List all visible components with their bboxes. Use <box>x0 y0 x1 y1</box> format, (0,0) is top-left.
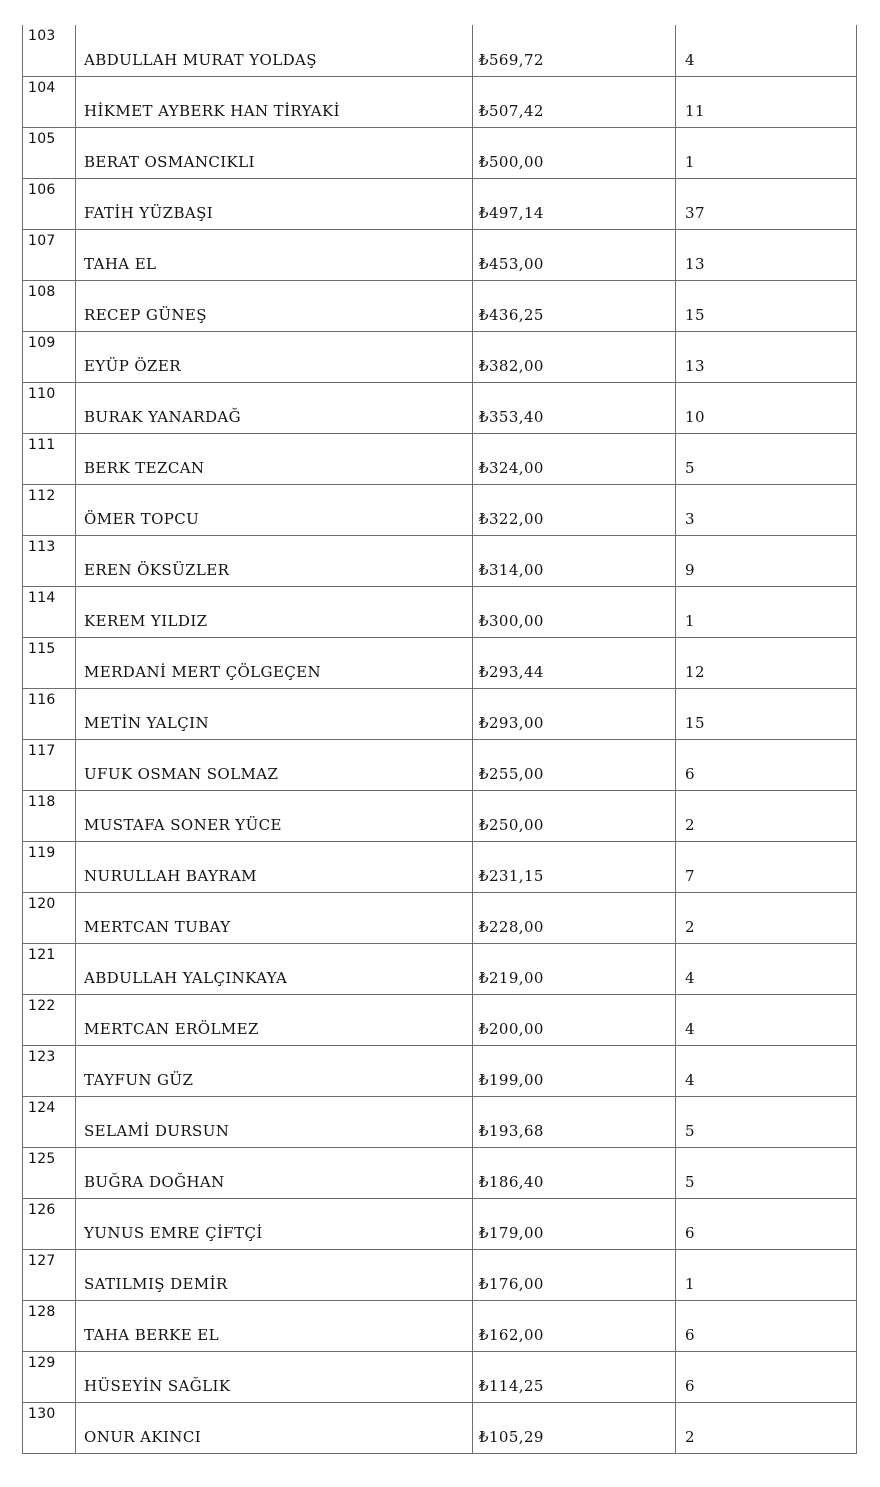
amount-cell: ₺569,72 <box>473 25 676 76</box>
count-cell: 5 <box>676 433 857 484</box>
rank-cell: 112 <box>23 484 76 535</box>
amount-cell: ₺200,00 <box>473 994 676 1045</box>
amount-cell: ₺453,00 <box>473 229 676 280</box>
rank-cell: 128 <box>23 1300 76 1351</box>
table-row <box>23 994 857 1045</box>
count-cell: 10 <box>676 382 857 433</box>
table-row <box>23 1351 857 1402</box>
rank-cell: 125 <box>23 1147 76 1198</box>
name-cell: BUĞRA DOĞHAN <box>76 1147 473 1198</box>
count-cell: 15 <box>676 688 857 739</box>
name-cell: SELAMİ DURSUN <box>76 1096 473 1147</box>
name-cell: BERK TEZCAN <box>76 433 473 484</box>
count-cell: 4 <box>676 25 857 76</box>
name-cell: MERTCAN TUBAY <box>76 892 473 943</box>
name-cell: TAHA EL <box>76 229 473 280</box>
amount-cell: ₺162,00 <box>473 1300 676 1351</box>
amount-cell: ₺293,44 <box>473 637 676 688</box>
table-row <box>23 841 857 892</box>
amount-cell: ₺219,00 <box>473 943 676 994</box>
table-row <box>23 586 857 637</box>
count-cell: 3 <box>676 484 857 535</box>
count-cell: 1 <box>676 127 857 178</box>
rank-cell: 106 <box>23 178 76 229</box>
name-cell: EREN ÖKSÜZLER <box>76 535 473 586</box>
rank-cell: 123 <box>23 1045 76 1096</box>
amount-cell: ₺436,25 <box>473 280 676 331</box>
count-cell: 6 <box>676 1300 857 1351</box>
count-cell: 4 <box>676 1045 857 1096</box>
rank-cell: 121 <box>23 943 76 994</box>
rank-cell: 124 <box>23 1096 76 1147</box>
table-row <box>23 637 857 688</box>
table-row <box>23 943 857 994</box>
name-cell: RECEP GÜNEŞ <box>76 280 473 331</box>
count-cell: 6 <box>676 1351 857 1402</box>
rank-cell: 120 <box>23 892 76 943</box>
amount-cell: ₺507,42 <box>473 76 676 127</box>
rank-cell: 105 <box>23 127 76 178</box>
amount-cell: ₺199,00 <box>473 1045 676 1096</box>
table-row <box>23 1096 857 1147</box>
amount-cell: ₺500,00 <box>473 127 676 178</box>
rank-cell: 127 <box>23 1249 76 1300</box>
rank-cell: 111 <box>23 433 76 484</box>
amount-cell: ₺231,15 <box>473 841 676 892</box>
rank-cell: 122 <box>23 994 76 1045</box>
rank-cell: 126 <box>23 1198 76 1249</box>
amount-cell: ₺255,00 <box>473 739 676 790</box>
name-cell: HÜSEYİN SAĞLIK <box>76 1351 473 1402</box>
table-row <box>23 1249 857 1300</box>
name-cell: ONUR AKINCI <box>76 1402 473 1453</box>
amount-cell: ₺293,00 <box>473 688 676 739</box>
name-cell: EYÜP ÖZER <box>76 331 473 382</box>
count-cell: 12 <box>676 637 857 688</box>
name-cell: KEREM YILDIZ <box>76 586 473 637</box>
table-row <box>23 433 857 484</box>
name-cell: ABDULLAH YALÇINKAYA <box>76 943 473 994</box>
amount-cell: ₺314,00 <box>473 535 676 586</box>
count-cell: 7 <box>676 841 857 892</box>
table-row <box>23 229 857 280</box>
table-row <box>23 382 857 433</box>
amount-cell: ₺176,00 <box>473 1249 676 1300</box>
ranking-table <box>22 25 857 1454</box>
amount-cell: ₺324,00 <box>473 433 676 484</box>
count-cell: 1 <box>676 586 857 637</box>
amount-cell: ₺322,00 <box>473 484 676 535</box>
rank-cell: 108 <box>23 280 76 331</box>
rank-cell: 115 <box>23 637 76 688</box>
name-cell: SATILMIŞ DEMİR <box>76 1249 473 1300</box>
table-row <box>23 739 857 790</box>
table-row <box>23 1147 857 1198</box>
rank-cell: 103 <box>23 25 76 76</box>
name-cell: TAHA BERKE EL <box>76 1300 473 1351</box>
rank-cell: 116 <box>23 688 76 739</box>
count-cell: 13 <box>676 229 857 280</box>
name-cell: TAYFUN GÜZ <box>76 1045 473 1096</box>
name-cell: BERAT OSMANCIKLI <box>76 127 473 178</box>
name-cell: ÖMER TOPCU <box>76 484 473 535</box>
table-row <box>23 76 857 127</box>
table-row <box>23 790 857 841</box>
name-cell: METİN YALÇIN <box>76 688 473 739</box>
rank-cell: 113 <box>23 535 76 586</box>
ranking-table-body <box>23 25 857 1453</box>
table-row <box>23 1402 857 1453</box>
rank-cell: 109 <box>23 331 76 382</box>
table-row <box>23 127 857 178</box>
table-row <box>23 1198 857 1249</box>
rank-cell: 107 <box>23 229 76 280</box>
amount-cell: ₺114,25 <box>473 1351 676 1402</box>
rank-cell: 110 <box>23 382 76 433</box>
table-row <box>23 535 857 586</box>
count-cell: 1 <box>676 1249 857 1300</box>
amount-cell: ₺353,40 <box>473 382 676 433</box>
amount-cell: ₺382,00 <box>473 331 676 382</box>
table-row <box>23 1045 857 1096</box>
rank-cell: 129 <box>23 1351 76 1402</box>
table-row <box>23 1300 857 1351</box>
rank-cell: 118 <box>23 790 76 841</box>
name-cell: MERDANİ MERT ÇÖLGEÇEN <box>76 637 473 688</box>
name-cell: HİKMET AYBERK HAN TİRYAKİ <box>76 76 473 127</box>
amount-cell: ₺179,00 <box>473 1198 676 1249</box>
table-row <box>23 280 857 331</box>
table-row <box>23 484 857 535</box>
amount-cell: ₺250,00 <box>473 790 676 841</box>
rank-cell: 119 <box>23 841 76 892</box>
table-row <box>23 178 857 229</box>
name-cell: UFUK OSMAN SOLMAZ <box>76 739 473 790</box>
count-cell: 2 <box>676 790 857 841</box>
rank-cell: 104 <box>23 76 76 127</box>
count-cell: 15 <box>676 280 857 331</box>
name-cell: FATİH YÜZBAŞI <box>76 178 473 229</box>
count-cell: 11 <box>676 76 857 127</box>
amount-cell: ₺193,68 <box>473 1096 676 1147</box>
count-cell: 5 <box>676 1096 857 1147</box>
name-cell: BURAK YANARDAĞ <box>76 382 473 433</box>
rank-cell: 117 <box>23 739 76 790</box>
count-cell: 4 <box>676 994 857 1045</box>
count-cell: 4 <box>676 943 857 994</box>
count-cell: 6 <box>676 1198 857 1249</box>
amount-cell: ₺300,00 <box>473 586 676 637</box>
rank-cell: 114 <box>23 586 76 637</box>
name-cell: NURULLAH BAYRAM <box>76 841 473 892</box>
table-row <box>23 25 857 76</box>
count-cell: 13 <box>676 331 857 382</box>
name-cell: YUNUS EMRE ÇİFTÇİ <box>76 1198 473 1249</box>
name-cell: MUSTAFA SONER YÜCE <box>76 790 473 841</box>
count-cell: 5 <box>676 1147 857 1198</box>
amount-cell: ₺186,40 <box>473 1147 676 1198</box>
table-row <box>23 892 857 943</box>
name-cell: MERTCAN ERÖLMEZ <box>76 994 473 1045</box>
amount-cell: ₺497,14 <box>473 178 676 229</box>
rank-cell: 130 <box>23 1402 76 1453</box>
amount-cell: ₺228,00 <box>473 892 676 943</box>
amount-cell: ₺105,29 <box>473 1402 676 1453</box>
count-cell: 2 <box>676 892 857 943</box>
count-cell: 2 <box>676 1402 857 1453</box>
name-cell: ABDULLAH MURAT YOLDAŞ <box>76 25 473 76</box>
table-row <box>23 331 857 382</box>
count-cell: 9 <box>676 535 857 586</box>
count-cell: 6 <box>676 739 857 790</box>
count-cell: 37 <box>676 178 857 229</box>
table-row <box>23 688 857 739</box>
